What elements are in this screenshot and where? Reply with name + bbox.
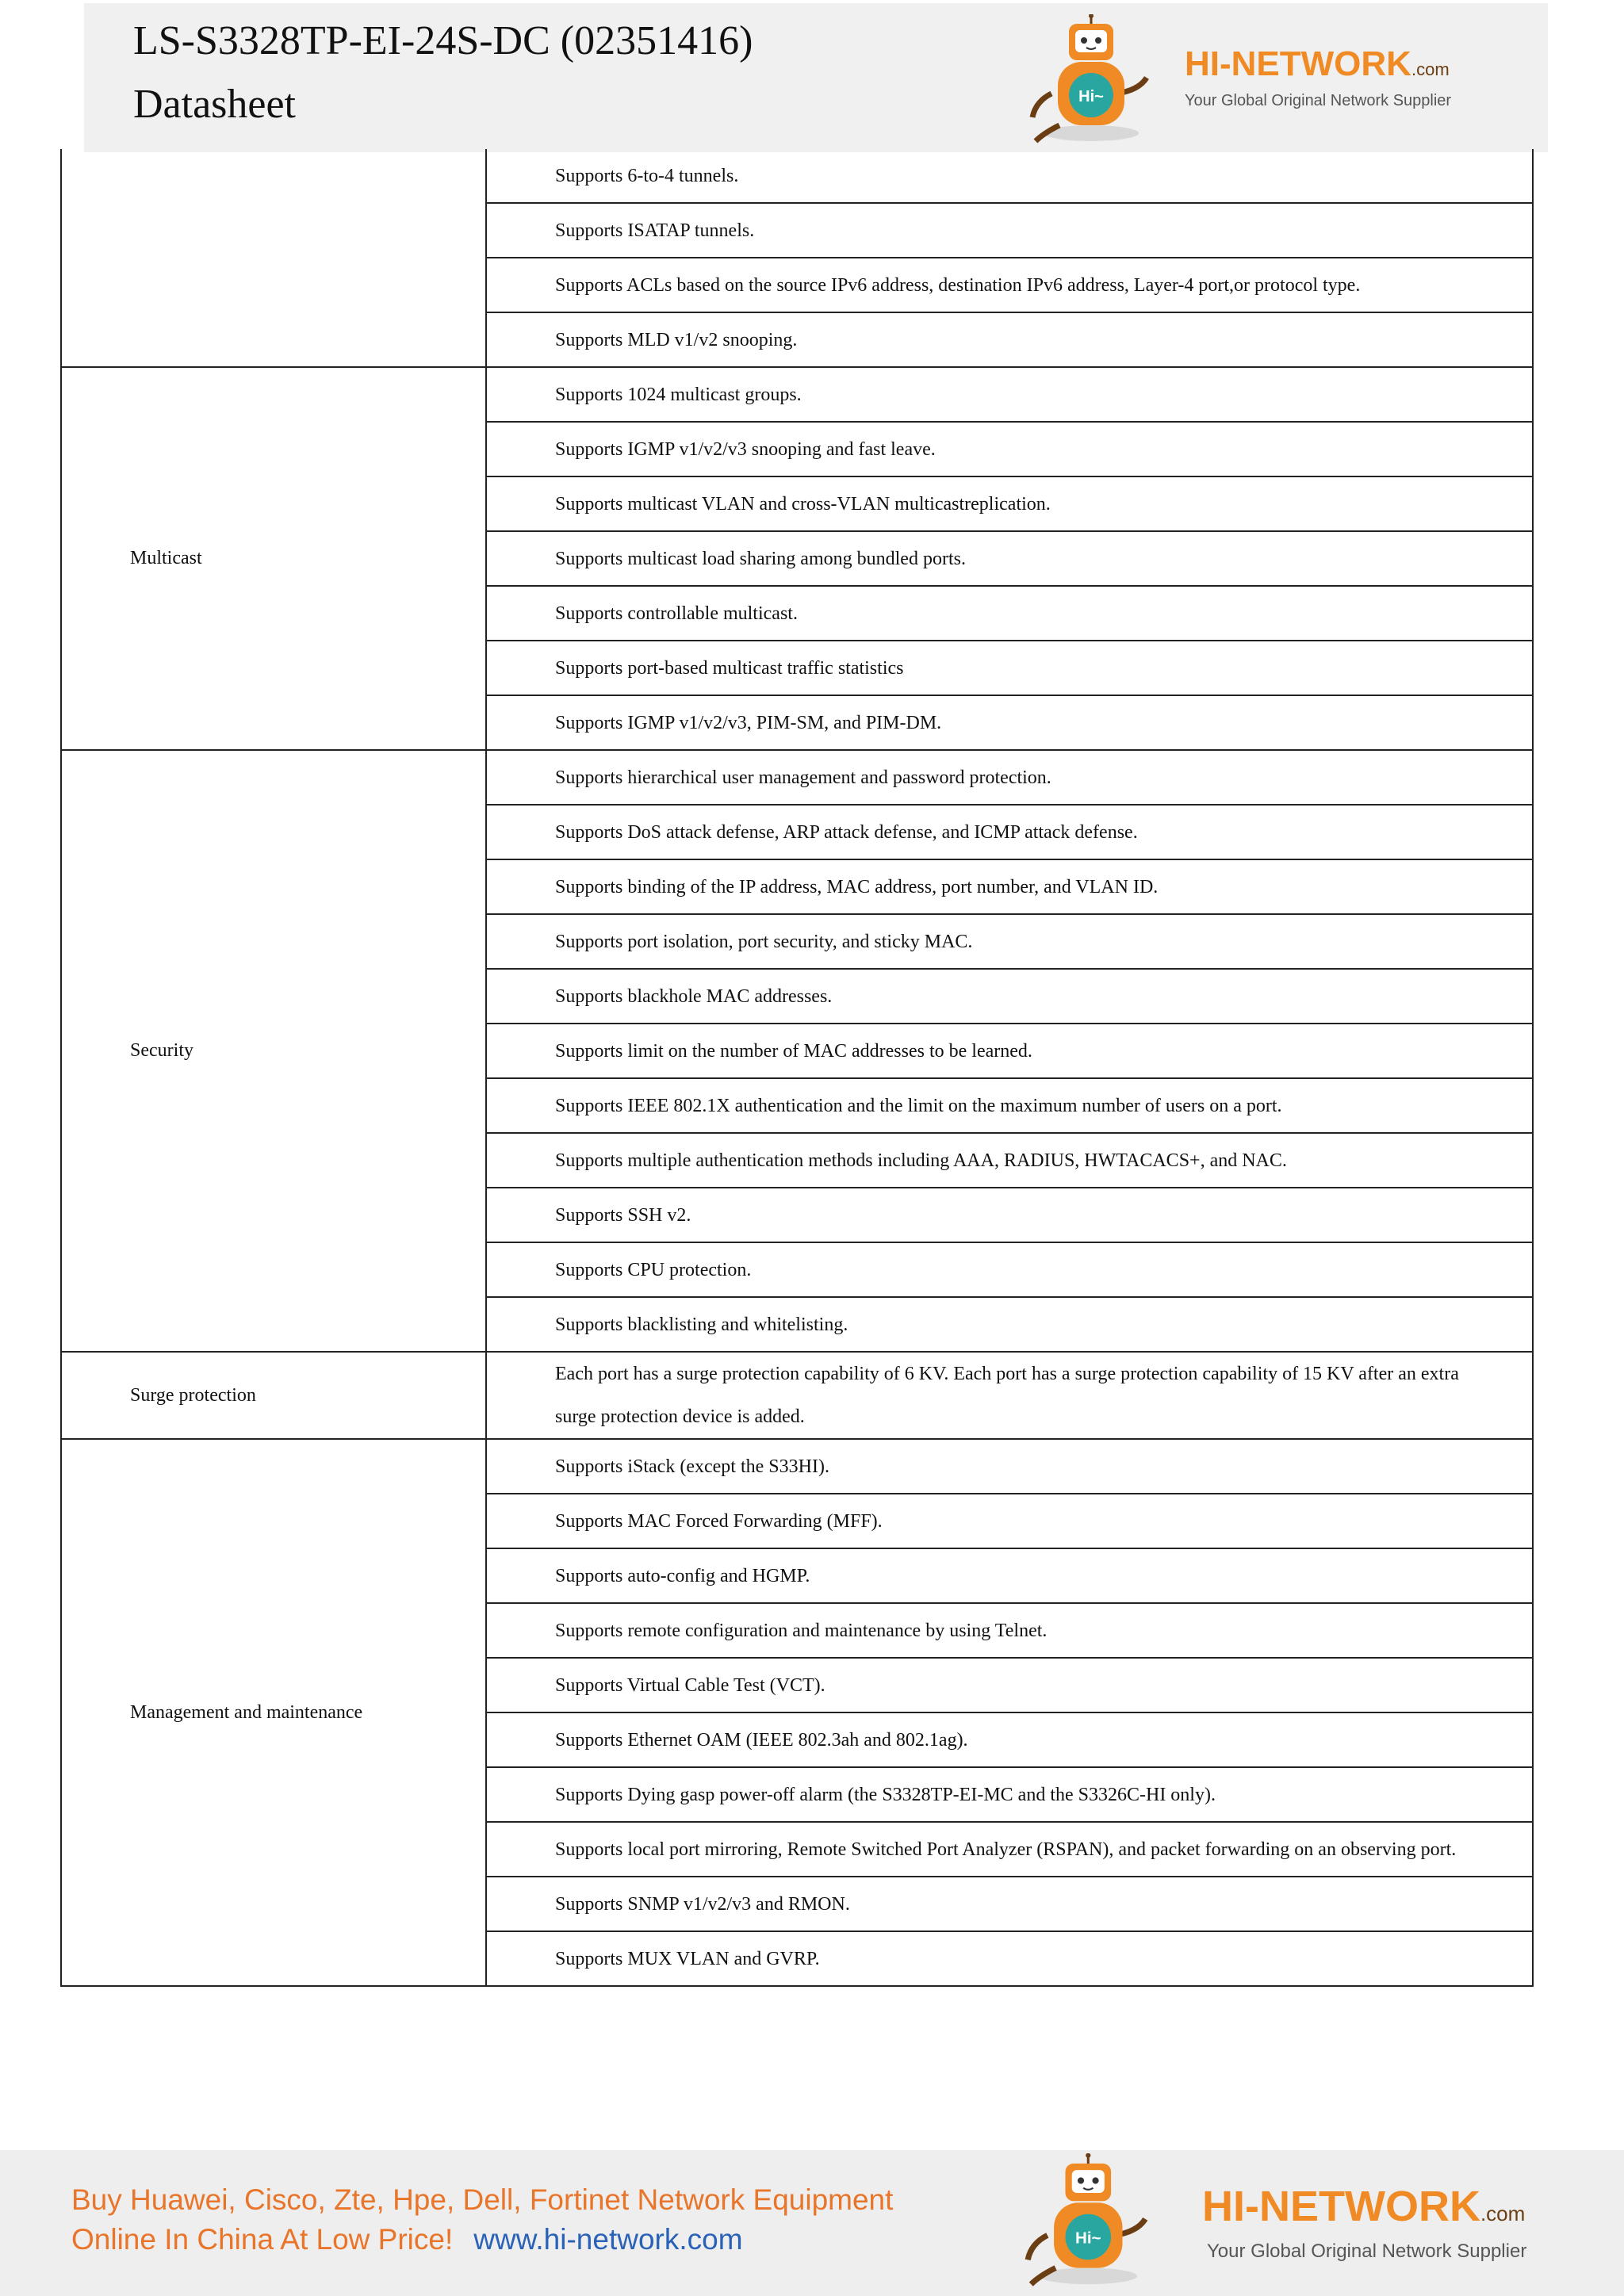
feature-cell: Supports DoS attack defense, ARP attack defense, and ICMP attack defense. [486, 805, 1533, 859]
feature-cell: Supports CPU protection. [486, 1242, 1533, 1297]
feature-cell: Supports ISATAP tunnels. [486, 203, 1533, 258]
brand-suffix-footer: .com [1480, 2202, 1526, 2225]
feature-cell: Supports SNMP v1/v2/v3 and RMON. [486, 1877, 1533, 1931]
footer-promo-line-1: Buy Huawei, Cisco, Zte, Hpe, Dell, Fortinet Network Equipment [71, 2183, 894, 2216]
feature-cell: Supports multicast VLAN and cross-VLAN multicastreplication. [486, 476, 1533, 531]
table-row [61, 149, 1533, 203]
category-cell: Multicast [61, 367, 486, 750]
feature-cell: Supports ACLs based on the source IPv6 address, destination IPv6 address, Layer-4 port,or protocol type. [486, 258, 1533, 312]
category-cell [61, 149, 486, 367]
feature-cell: Supports iStack (except the S33HI). [486, 1439, 1533, 1494]
feature-cell: Supports multiple authentication methods including AAA, RADIUS, HWTACACS+, and NAC. [486, 1133, 1533, 1188]
table-row [61, 750, 1533, 805]
feature-cell: Supports MAC Forced Forwarding (MFF). [486, 1494, 1533, 1548]
brand-tagline-footer: Your Global Original Network Supplier [1207, 2241, 1527, 2262]
table-row [61, 1439, 1533, 1494]
footer-website-link[interactable]: www.hi-network.com [473, 2223, 743, 2256]
table-row [61, 367, 1533, 422]
brand-suffix: .com [1411, 59, 1450, 79]
feature-cell: Supports Dying gasp power-off alarm (the S3328TP-EI-MC and the S3326C-HI only). [486, 1767, 1533, 1822]
mascot-text-footer: Hi~ [1074, 2229, 1101, 2248]
brand-name-footer [1202, 2182, 1525, 2231]
feature-cell: Supports 1024 multicast groups. [486, 367, 1533, 422]
footer-promo-line-2 [71, 2223, 743, 2256]
feature-cell: Supports local port mirroring, Remote Switched Port Analyzer (RSPAN), and packet forwarding on an observing port. [486, 1822, 1533, 1877]
page-header [84, 3, 1548, 152]
footer-promo-text: Online In China At Low Price! [71, 2223, 454, 2256]
feature-cell: Supports IEEE 802.1X authentication and the limit on the maximum number of users on a port. [486, 1078, 1533, 1133]
feature-cell: Supports IGMP v1/v2/v3, PIM-SM, and PIM-DM. [486, 695, 1533, 750]
feature-cell: Supports blackhole MAC addresses. [486, 969, 1533, 1024]
feature-cell: Supports MLD v1/v2 snooping. [486, 312, 1533, 367]
feature-cell: Supports Virtual Cable Test (VCT). [486, 1658, 1533, 1712]
feature-cell: Supports SSH v2. [486, 1188, 1533, 1242]
brand-name [1185, 44, 1450, 84]
feature-cell: Supports port-based multicast traffic statistics [486, 641, 1533, 695]
category-cell: Surge protection [61, 1352, 486, 1439]
feature-cell: Each port has a surge protection capability of 6 KV. Each port has a surge protection capability of 15 KV after an extra surge protection device is added. [486, 1352, 1533, 1439]
feature-cell: Supports multicast load sharing among bundled ports. [486, 531, 1533, 586]
robot-mascot-logo [1028, 14, 1194, 149]
spec-table [60, 149, 1534, 1987]
feature-cell: Supports 6-to-4 tunnels. [486, 149, 1533, 203]
feature-cell: Supports auto-config and HGMP. [486, 1548, 1533, 1603]
feature-cell: Supports binding of the IP address, MAC address, port number, and VLAN ID. [486, 859, 1533, 914]
feature-cell: Supports remote configuration and maintenance by using Telnet. [486, 1603, 1533, 1658]
brand-tagline: Your Global Original Network Supplier [1185, 92, 1452, 109]
feature-cell: Supports port isolation, port security, and sticky MAC. [486, 914, 1533, 969]
feature-cell: Supports hierarchical user management and password protection. [486, 750, 1533, 805]
mascot-text: Hi~ [1078, 88, 1104, 105]
feature-cell: Supports blacklisting and whitelisting. [486, 1297, 1533, 1352]
feature-cell: Supports limit on the number of MAC addresses to be learned. [486, 1024, 1533, 1078]
brand-text-footer: HI-NETWORK [1202, 2183, 1480, 2230]
page-footer [0, 2150, 1624, 2296]
robot-mascot-logo-footer [1023, 2153, 1194, 2293]
brand-text: HI-NETWORK [1185, 44, 1411, 83]
document-subtitle: Datasheet [133, 82, 297, 127]
category-cell: Security [61, 750, 486, 1352]
feature-cell: Supports IGMP v1/v2/v3 snooping and fast leave. [486, 422, 1533, 476]
feature-cell: Supports Ethernet OAM (IEEE 802.3ah and 802.1ag). [486, 1712, 1533, 1767]
spec-table-body [61, 149, 1533, 1986]
feature-cell: Supports MUX VLAN and GVRP. [486, 1931, 1533, 1986]
category-cell: Management and maintenance [61, 1439, 486, 1986]
document-title: LS-S3328TP-EI-24S-DC (02351416) [133, 18, 753, 63]
feature-cell: Supports controllable multicast. [486, 586, 1533, 641]
table-row [61, 1352, 1533, 1439]
